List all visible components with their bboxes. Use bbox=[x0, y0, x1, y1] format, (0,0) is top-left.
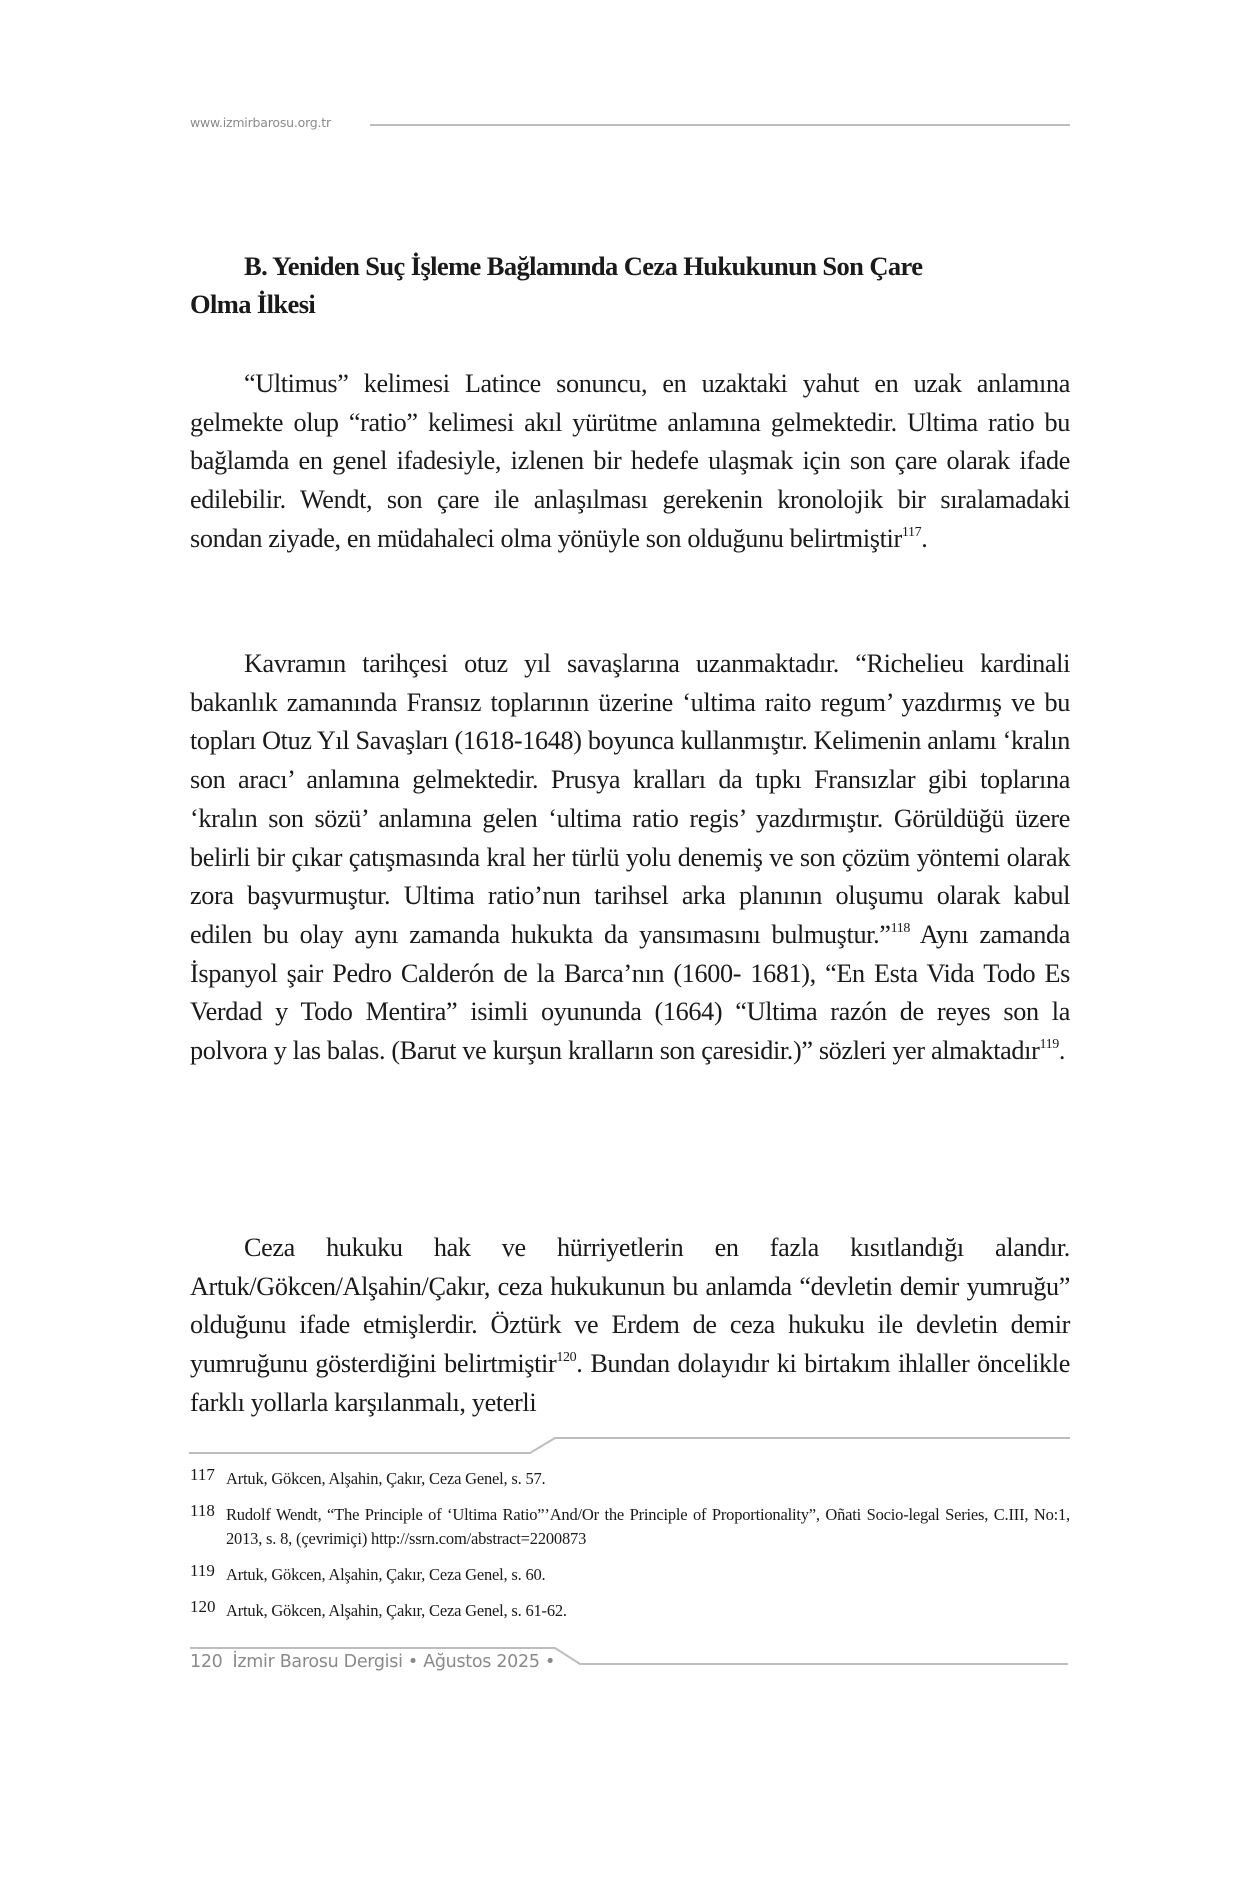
issue-date: Ağustos 2025 bbox=[423, 1652, 540, 1672]
paragraph-text: Ceza hukuku hak ve hürriyetlerin en fazla kısıtlandığı alandır. Artuk/Gökcen/Alşahin/Çakır, ceza hukukunun bu anlamda “devletin demir yumruğu” olduğunu ifade etmişlerdir. Öztürk ve Erdem de ceza hukuku ile devletin demir yumruğunu gösterdiğini belirtmiştir bbox=[190, 1233, 1070, 1379]
footnote-ref-119[interactable]: 119 bbox=[1039, 1037, 1059, 1053]
header-url: www.izmirbarosu.org.tr bbox=[190, 115, 331, 130]
paragraph-tail: . bbox=[921, 523, 928, 553]
footnote-text: Artuk, Gökcen, Alşahin, Çakır, Ceza Genel, s. 61-62. bbox=[226, 1601, 567, 1620]
footnote-number: 119 bbox=[190, 1561, 215, 1580]
footnote-text: Rudolf Wendt, “The Principle of ‘Ultima Ratio”’And/Or the Principle of Proportionality”, Oñati Socio-legal Series, C.III, No:1, 2013, s. 8, (çevrimiçi) http://ssrn.com/abstract=2200873 bbox=[226, 1505, 1070, 1548]
footnote-number: 117 bbox=[190, 1465, 215, 1484]
footnote-ref-120[interactable]: 120 bbox=[556, 1350, 577, 1366]
footnotes bbox=[190, 1467, 1070, 1635]
footnote-number: 118 bbox=[190, 1501, 215, 1520]
footnote-number: 120 bbox=[190, 1597, 216, 1616]
journal-name: İzmir Barosu Dergisi bbox=[232, 1652, 403, 1672]
paragraph-text: . Bundan dolayıdır ki birtakım ihlaller öncelikle farklı yollarla karşılanmalı, yeterli bbox=[190, 1349, 1070, 1417]
footnote-120 bbox=[190, 1599, 1070, 1623]
paragraph-tail: . bbox=[1058, 1036, 1066, 1066]
footnote-119 bbox=[190, 1563, 1070, 1587]
footnote-118 bbox=[190, 1503, 1070, 1551]
footnote-117 bbox=[190, 1467, 1070, 1491]
section-heading-line1: B. Yeniden Suç İşleme Bağlamında Ceza Hukukunun Son Çare bbox=[244, 251, 923, 281]
bullet-trailing: • bbox=[544, 1652, 555, 1672]
footnote-text: Artuk, Gökcen, Alşahin, Çakır, Ceza Genel, s. 60. bbox=[226, 1565, 546, 1584]
page-number: 120 bbox=[190, 1652, 223, 1672]
footnote-ref-117[interactable]: 117 bbox=[901, 524, 922, 540]
paragraph-text: Aynı zamanda İspanyol şair Pedro Calderón de la Barca’nın (1600- 1681), “En Esta Vida Todo Es Verdad y Todo Mentira” isimli oyununda (1664) “Ultima razón de reyes son la polvora y las balas. (Barut ve kurşun kralların son çaresidir.)” sözleri yer almaktadır bbox=[190, 919, 1070, 1066]
footnote-text: Artuk, Gökcen, Alşahin, Çakır, Ceza Genel, s. 57. bbox=[226, 1469, 546, 1488]
page-footer bbox=[190, 1651, 555, 1673]
bullet-separator: • bbox=[407, 1652, 418, 1672]
section-heading-line2: Olma İlkesi bbox=[190, 289, 316, 319]
paragraph-text: “Ultimus” kelimesi Latince sonuncu, en uzaktaki yahut en uzak anlamına gelmekte olup “ratio” kelimesi akıl yürütme anlamına gelmektedir. Ultima ratio bu bağlamda en genel ifadesiyle, izlenen bir hedefe ulaşmak için son çare olarak ifade edilebilir. Wendt, son çare ile anlaşılması gerekenin kronolojik bir sıralamadaki sondan ziyade, en müdahaleci olma yönüyle son olduğunu belirtmiştir bbox=[190, 369, 1070, 553]
footnote-ref-118[interactable]: 118 bbox=[890, 920, 911, 936]
paragraph-text: Kavramın tarihçesi otuz yıl savaşlarına uzanmaktadır. “Richelieu kardinali bakanlık zamanında Fransız toplarının üzerine ‘ultima raito regum’ yazdırmış ve bu topları Otuz Yıl Savaşları (1618-1648) boyunca kullanmıştır. Kelimenin anlamı ‘kralın son aracı’ anlamına gelmektedir. Prusya kralları da tıpkı Fransızlar gibi toplarına ‘kralın son sözü’ anlamına gelen ‘ultima ratio regis’ yazdırmıştır. Görüldüğü üzere belirli bir çıkar çatışmasında kral her türlü yolu denemiş ve son çözüm yöntemi olarak zora başvurmuştur. Ultima ratio’nun tarihsel arka planının oluşumu olarak kabul edilen bu olay aynı zamanda hukukta da yansımasını bulmuştur.” bbox=[190, 649, 1070, 949]
